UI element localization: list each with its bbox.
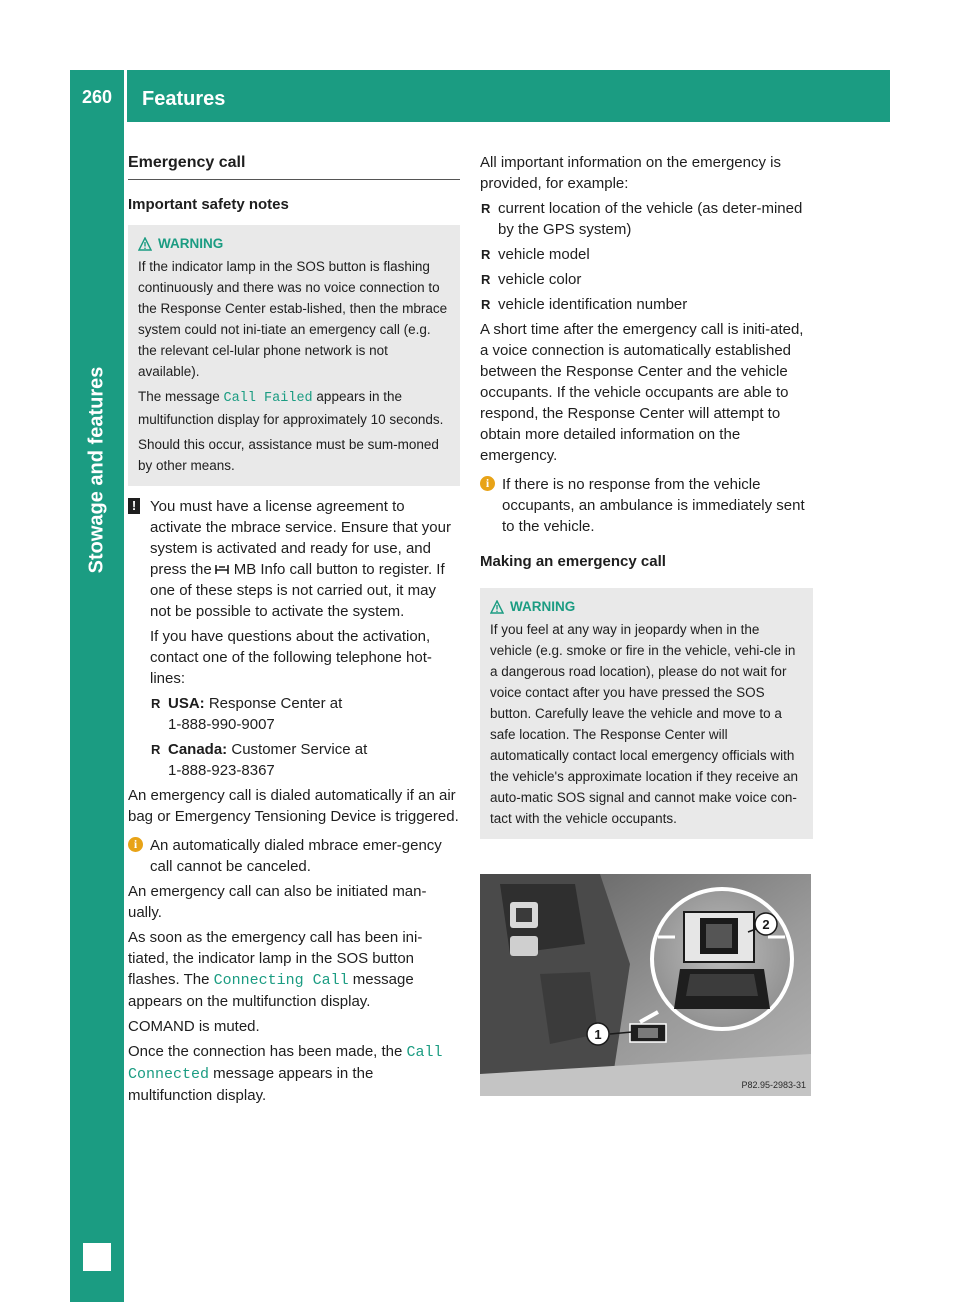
hotline-list <box>150 693 460 781</box>
paragraph: An emergency call can also be initiated man-ually. <box>128 883 427 921</box>
info-icon: i <box>480 476 495 491</box>
paragraph: A short time after the emergency call is initi-ated, a voice connection is automatically established between the Response Center and the vehicle occupants. If the vehicle occupants are able to respond, the Response Center will attempt to obtain more detailed information on the emergency. <box>480 321 804 464</box>
page-header <box>70 70 890 122</box>
side-tab-marker <box>83 1243 111 1271</box>
warning-text-2: Should this occur, assistance must be sum-moned by other means. <box>138 437 439 473</box>
figure-reference: P82.95-2983-31 <box>741 1080 806 1090</box>
bullet-marker-icon: R <box>151 742 161 757</box>
left-column <box>128 152 460 1110</box>
paragraph: COMAND is muted. <box>128 1018 260 1035</box>
warning-text: If you feel at any way in jeopardy when in the vehicle (e.g. smoke or fire in the vehicle, vehi-cle in a dangerous road location), please do not wait for voice contact after you have pressed the SOS button. Carefully leave the vehicle and move to a safe location. The Response Center will automatically contact local emergency officials with the vehicle's approximate location if they receive an auto-matic SOS signal and cannot make voice con-tact with the vehicle occupants. <box>490 622 798 826</box>
paragraph: All important information on the emergency is provided, for example: <box>480 154 781 192</box>
bullet-marker-icon: R <box>481 201 491 216</box>
bullet-marker-icon: R <box>481 272 491 287</box>
warning-heading: WARNING <box>158 236 224 251</box>
warning-triangle-icon <box>490 600 504 614</box>
info-list <box>480 198 813 315</box>
list-item: R vehicle identification number <box>481 296 688 313</box>
right-column <box>480 152 813 849</box>
page-number: 260 <box>81 87 113 107</box>
page-title: Features <box>142 88 226 110</box>
warning-message-text: The message Call Failed appears in the multifunction display for approximately 10 seconds. <box>138 389 444 427</box>
notice-block <box>128 496 460 781</box>
display-message-connecting-call: Connecting Call <box>213 972 349 989</box>
list-item: R USA: Response Center at 1-888-990-9007 <box>151 695 343 733</box>
paragraph: Once the connection has been made, the Call Connected message appears in the multifunction display. <box>128 1043 443 1104</box>
bullet-marker-icon: R <box>481 247 491 262</box>
bullet-marker-icon: R <box>481 297 491 312</box>
info-note <box>128 835 460 877</box>
side-tab-label: Stowage and features <box>85 366 108 574</box>
info-note <box>480 474 813 537</box>
callout-2-label: 2 <box>762 917 770 932</box>
photo-illustration <box>480 874 811 1096</box>
list-item: R vehicle model <box>481 246 590 263</box>
display-message-call-failed: Call Failed <box>223 391 313 406</box>
list-item: R Canada: Customer Service at 1-888-923-8367 <box>151 741 368 779</box>
warning-header <box>138 233 450 254</box>
notice-text-2: If you have questions about the activation, contact one of the following telephone hot-lines: <box>150 628 432 687</box>
list-item: R vehicle color <box>481 271 582 288</box>
warning-box <box>480 588 813 839</box>
warning-header <box>490 596 803 617</box>
bullet-marker-icon: R <box>151 696 161 711</box>
header-divider <box>124 70 127 122</box>
mb-info-call-icon <box>214 563 230 575</box>
list-item: R current location of the vehicle (as deter-mined by the GPS system) <box>481 200 803 238</box>
phone-number: 1-888-923-8367 <box>168 762 275 779</box>
paragraph: As soon as the emergency call has been ini-tiated, the indicator lamp in the SOS button flashes. The Connecting Call message appears on the multifunction display. <box>128 929 423 1010</box>
warning-triangle-icon <box>138 237 152 251</box>
sos-button-photo <box>480 874 811 1096</box>
callout-1-label: 1 <box>594 1027 602 1042</box>
section-title: Emergency call <box>128 152 460 180</box>
warning-text: If the indicator lamp in the SOS button is flashing continuously and there was no voice connection to the Response Center estab-lished, then the mbrace system could not ini-tiate an emergency call (e.g. the relevant cel-lular phone network is not available). <box>138 259 448 379</box>
subsection-title: Important safety notes <box>128 196 289 213</box>
exclamation-icon: ! <box>128 498 140 514</box>
notice-text: You must have a license agreement to activate the mbrace service. Ensure that your system is activated and ready for use, and press the MB Info call button to register. If one of these steps is not carried out, it may not be possible to activate the system. <box>150 498 451 620</box>
paragraph: An emergency call is dialed automatically if an air bag or Emergency Tensioning Device is triggered. <box>128 787 459 825</box>
phone-number: 1-888-990-9007 <box>168 716 275 733</box>
info-text: If there is no response from the vehicle occupants, an ambulance is immediately sent to the vehicle. <box>502 476 805 535</box>
subsection-title: Making an emergency call <box>480 553 666 570</box>
warning-heading: WARNING <box>510 599 576 614</box>
display-message-call-connected: Call Connected <box>128 1044 443 1083</box>
info-text: An automatically dialed mbrace emer-gency call cannot be canceled. <box>150 837 442 875</box>
side-tab <box>70 122 124 1302</box>
warning-box <box>128 225 460 486</box>
info-icon: i <box>128 837 143 852</box>
